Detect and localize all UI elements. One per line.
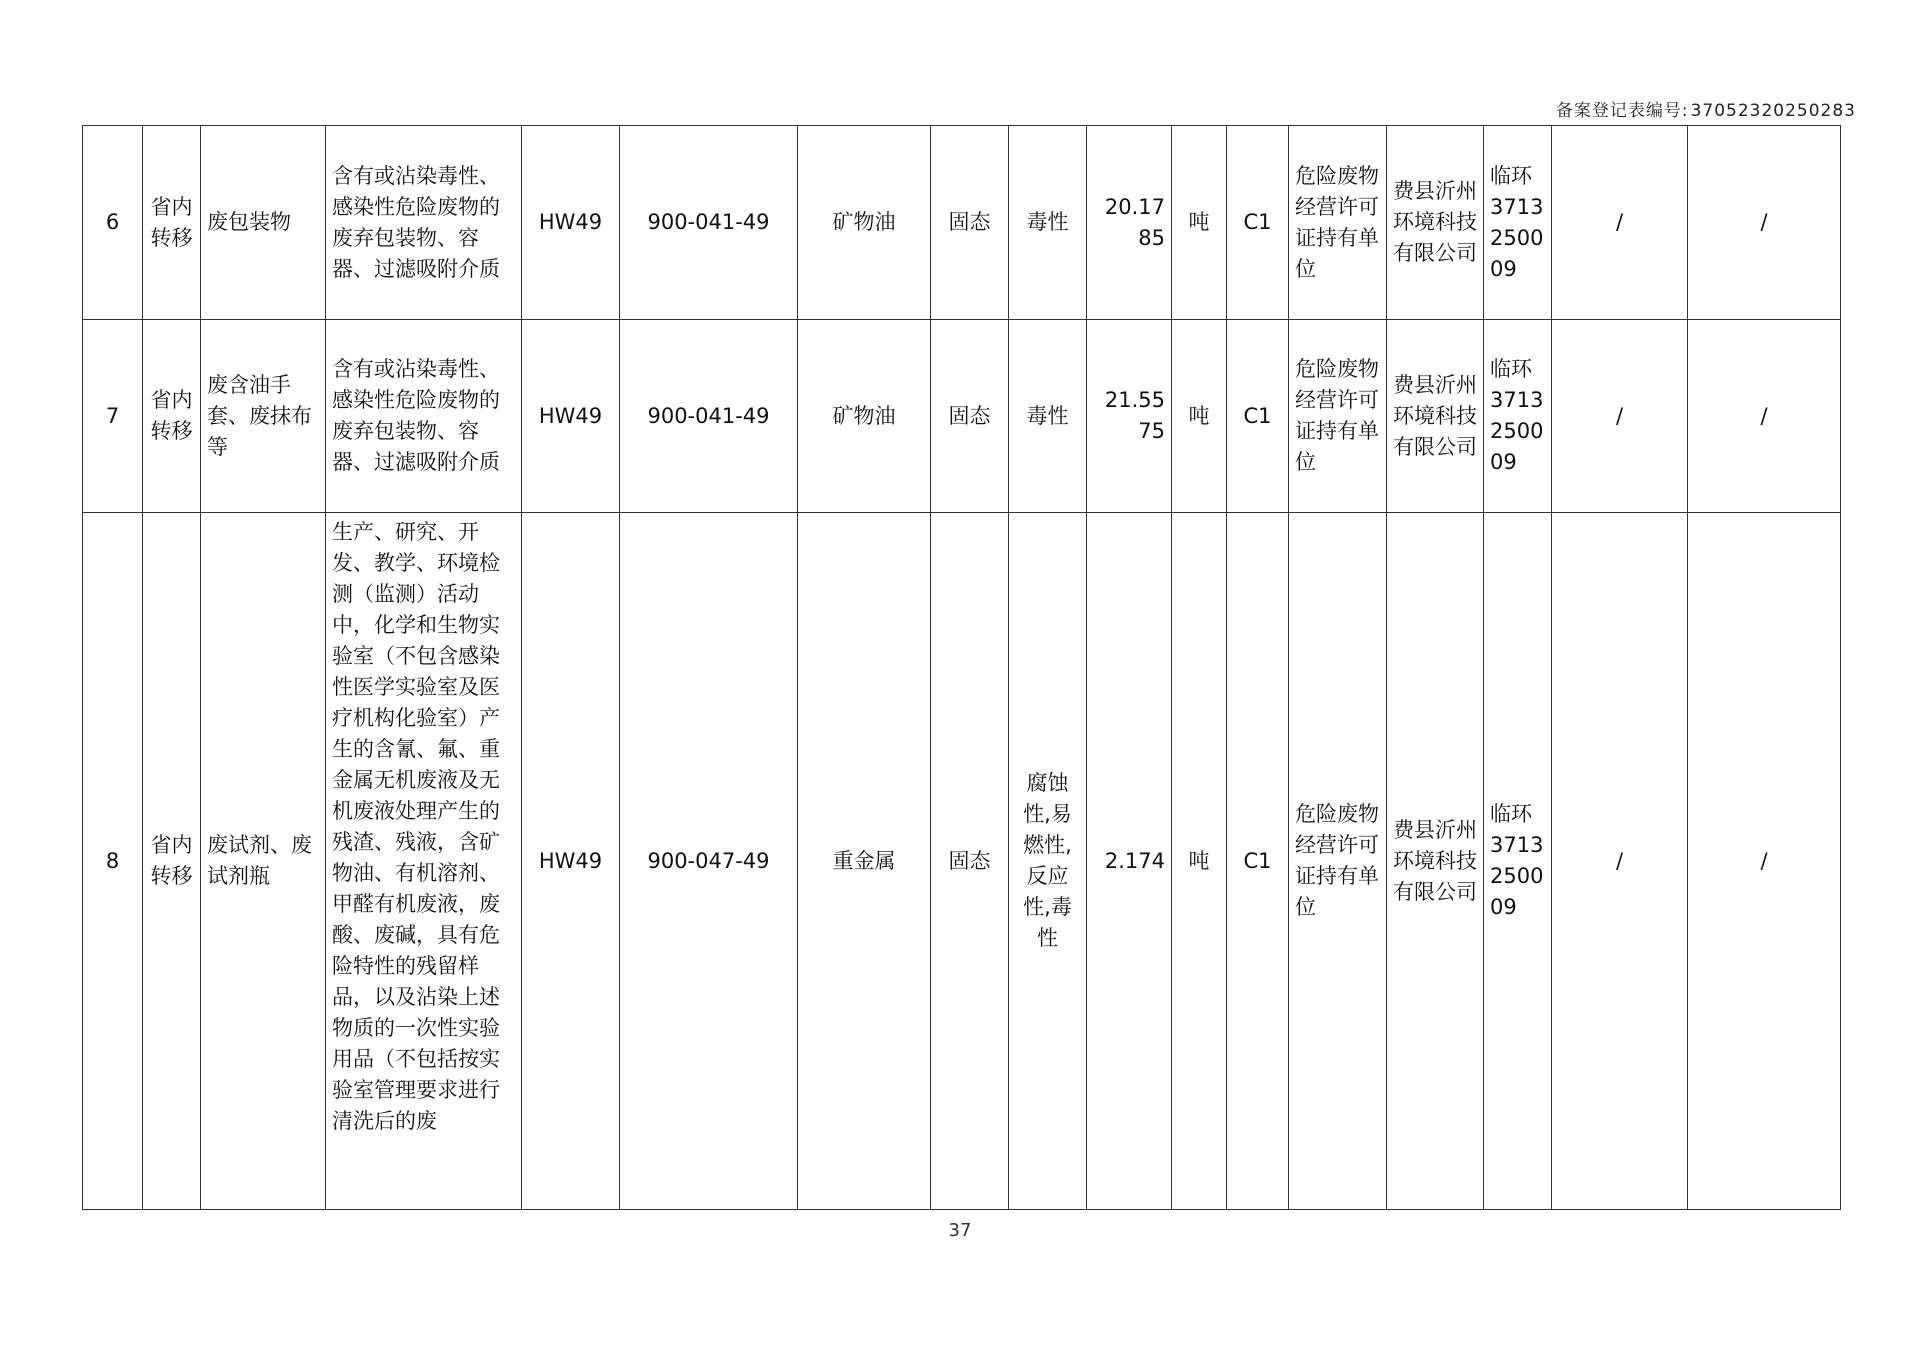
waste-description: 含有或沾染毒性、感染性危险废物的废弃包装物、容器、过滤吸附介质 bbox=[326, 126, 522, 320]
page-number: 37 bbox=[948, 1220, 972, 1241]
disposal-method: C1 bbox=[1227, 126, 1289, 320]
hazardous-component: 矿物油 bbox=[798, 126, 931, 320]
transfer-type: 省内转移 bbox=[143, 320, 201, 513]
receiver-company: 费县沂州环境科技有限公司 bbox=[1387, 513, 1484, 1210]
receiver-company: 费县沂州环境科技有限公司 bbox=[1387, 320, 1484, 513]
record-number-header bbox=[1554, 96, 1856, 121]
quantity: 20.1785 bbox=[1087, 126, 1172, 320]
record-number-label: 备案登记表编号: bbox=[1555, 101, 1689, 121]
extra-column-2: / bbox=[1688, 320, 1841, 513]
extra-column-1: / bbox=[1552, 320, 1688, 513]
hazard-property: 毒性 bbox=[1009, 126, 1087, 320]
quantity: 2.174 bbox=[1087, 513, 1172, 1210]
unit: 吨 bbox=[1172, 126, 1227, 320]
physical-form: 固态 bbox=[931, 513, 1009, 1210]
transfer-type: 省内转移 bbox=[143, 126, 201, 320]
extra-column-1: / bbox=[1552, 513, 1688, 1210]
license-number: 临环3713250009 bbox=[1484, 320, 1552, 513]
unit: 吨 bbox=[1172, 320, 1227, 513]
waste-description: 含有或沾染毒性、感染性危险废物的废弃包装物、容器、过滤吸附介质 bbox=[326, 320, 522, 513]
disposal-method: C1 bbox=[1227, 320, 1289, 513]
receiver-type: 危险废物经营许可证持有单位 bbox=[1289, 320, 1387, 513]
waste-code: 900-047-49 bbox=[620, 513, 798, 1210]
waste-category: HW49 bbox=[522, 513, 620, 1210]
waste-name: 废试剂、废试剂瓶 bbox=[201, 513, 326, 1210]
hazard-property: 毒性 bbox=[1009, 320, 1087, 513]
row-index: 7 bbox=[83, 320, 143, 513]
receiver-type: 危险废物经营许可证持有单位 bbox=[1289, 513, 1387, 1210]
waste-code: 900-041-49 bbox=[620, 320, 798, 513]
hazardous-waste-table bbox=[82, 125, 1841, 1210]
waste-category: HW49 bbox=[522, 126, 620, 320]
receiver-type: 危险废物经营许可证持有单位 bbox=[1289, 126, 1387, 320]
hazardous-component: 重金属 bbox=[798, 513, 931, 1210]
extra-column-1: / bbox=[1552, 126, 1688, 320]
waste-name: 废包装物 bbox=[201, 126, 326, 320]
waste-description: 生产、研究、开发、教学、环境检测（监测）活动中，化学和生物实验室（不包含感染性医学实验室及医疗机构化验室）产生的含氰、氟、重金属无机废液及无机废液处理产生的残渣、残液，含矿物油、有机溶剂、甲醛有机废液，废酸、废碱，具有危险特性的残留样品，以及沾染上述物质的一次性实验用品（不包括按实验室管理要求进行清洗后的废 bbox=[326, 513, 522, 1210]
row-index: 8 bbox=[83, 513, 143, 1210]
physical-form: 固态 bbox=[931, 126, 1009, 320]
extra-column-2: / bbox=[1688, 513, 1841, 1210]
table-row bbox=[83, 320, 1841, 513]
disposal-method: C1 bbox=[1227, 513, 1289, 1210]
unit: 吨 bbox=[1172, 513, 1227, 1210]
hazard-property: 腐蚀性,易燃性,反应性,毒性 bbox=[1009, 513, 1087, 1210]
waste-name: 废含油手套、废抹布等 bbox=[201, 320, 326, 513]
license-number: 临环3713250009 bbox=[1484, 126, 1552, 320]
hazardous-component: 矿物油 bbox=[798, 320, 931, 513]
row-index: 6 bbox=[83, 126, 143, 320]
extra-column-2: / bbox=[1688, 126, 1841, 320]
license-number: 临环3713250009 bbox=[1484, 513, 1552, 1210]
quantity: 21.5575 bbox=[1087, 320, 1172, 513]
record-number-value: 37052320250283 bbox=[1690, 101, 1856, 121]
receiver-company: 费县沂州环境科技有限公司 bbox=[1387, 126, 1484, 320]
physical-form: 固态 bbox=[931, 320, 1009, 513]
table-row bbox=[83, 126, 1841, 320]
waste-category: HW49 bbox=[522, 320, 620, 513]
transfer-type: 省内转移 bbox=[143, 513, 201, 1210]
waste-code: 900-041-49 bbox=[620, 126, 798, 320]
table-row bbox=[83, 513, 1841, 1210]
